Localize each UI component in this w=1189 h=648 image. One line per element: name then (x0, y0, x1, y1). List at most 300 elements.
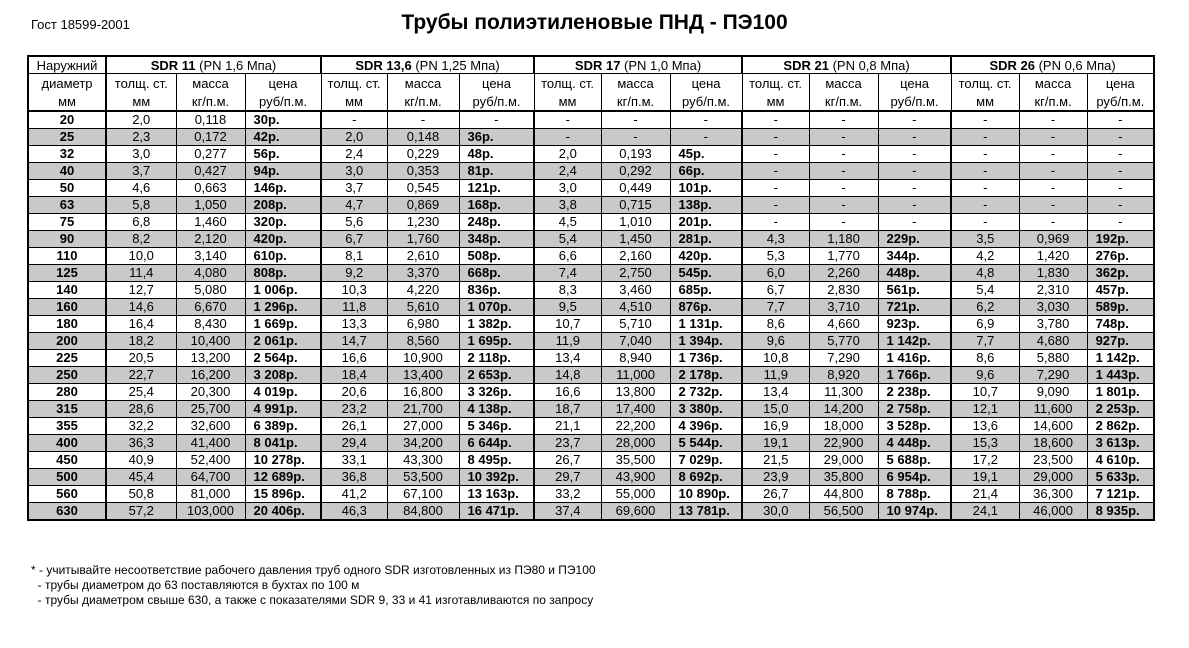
price-cell: 30р. (245, 111, 321, 129)
price-cell: 15 896р. (245, 486, 321, 503)
wall-thickness-cell: - (951, 129, 1019, 146)
mass-cell: 0,427 (176, 163, 245, 180)
wall-thickness-cell: 5,4 (534, 231, 601, 248)
price-cell: 3 208р. (245, 367, 321, 384)
wall-thickness-cell: 5,6 (321, 214, 387, 231)
mass-cell: 0,229 (387, 146, 459, 163)
price-cell: - (670, 111, 742, 129)
price-cell: - (670, 129, 742, 146)
wall-thickness-cell: 13,4 (534, 350, 601, 367)
diameter-cell: 32 (28, 146, 106, 163)
table-row (28, 418, 1154, 435)
price-cell: 16 471р. (459, 503, 534, 521)
mass-cell: - (809, 197, 878, 214)
price-cell: 4 610р. (1087, 452, 1154, 469)
mass-cell: - (1019, 214, 1087, 231)
price-cell: 10 278р. (245, 452, 321, 469)
wall-thickness-cell: 2,4 (321, 146, 387, 163)
mass-cell: 22,200 (601, 418, 670, 435)
mass-cell: 2,830 (809, 282, 878, 299)
price-cell: 2 564р. (245, 350, 321, 367)
wall-thickness-cell: - (951, 197, 1019, 214)
mass-cell: 4,080 (176, 265, 245, 282)
wall-thickness-cell: 13,3 (321, 316, 387, 333)
wall-thickness-cell: 36,3 (106, 435, 176, 452)
mass-cell: 5,770 (809, 333, 878, 350)
price-cell: 2 758р. (878, 401, 951, 418)
wall-thickness-cell: 10,8 (742, 350, 809, 367)
wall-thickness-cell: 23,9 (742, 469, 809, 486)
mass-cell: 53,500 (387, 469, 459, 486)
wall-thickness-cell: 22,7 (106, 367, 176, 384)
mass-cell: 5,080 (176, 282, 245, 299)
column-subheader: масса (176, 74, 245, 93)
mass-cell: 0,969 (1019, 231, 1087, 248)
price-cell: 1 695р. (459, 333, 534, 350)
wall-thickness-cell: 2,0 (534, 146, 601, 163)
diameter-cell: 500 (28, 469, 106, 486)
mass-cell: 44,800 (809, 486, 878, 503)
mass-cell: - (809, 146, 878, 163)
wall-thickness-cell: 15,3 (951, 435, 1019, 452)
wall-thickness-cell: 8,1 (321, 248, 387, 265)
price-cell: 1 070р. (459, 299, 534, 316)
wall-thickness-cell: 4,5 (534, 214, 601, 231)
diameter-cell: 25 (28, 129, 106, 146)
mass-cell: 29,000 (809, 452, 878, 469)
column-subheader: мм (106, 92, 176, 111)
column-subheader: кг/п.м. (1019, 92, 1087, 111)
mass-cell: 6,980 (387, 316, 459, 333)
mass-cell: 5,880 (1019, 350, 1087, 367)
column-subheader: цена (670, 74, 742, 93)
price-cell: 6 954р. (878, 469, 951, 486)
mass-cell: 3,460 (601, 282, 670, 299)
mass-cell: 32,600 (176, 418, 245, 435)
mass-cell: 22,900 (809, 435, 878, 452)
column-subheader: мм (534, 92, 601, 111)
price-cell: - (1087, 129, 1154, 146)
column-subheader: цена (1087, 74, 1154, 93)
price-cell: 6 389р. (245, 418, 321, 435)
wall-thickness-cell: 25,4 (106, 384, 176, 401)
wall-thickness-cell: 9,6 (951, 367, 1019, 384)
price-cell: - (1087, 111, 1154, 129)
wall-thickness-cell: - (534, 129, 601, 146)
note-line: - трубы диаметром свыше 630, а также с показателями SDR 9, 33 и 41 изготавливаются по запросу (31, 593, 594, 607)
mass-cell: 1,830 (1019, 265, 1087, 282)
wall-thickness-cell: 4,7 (321, 197, 387, 214)
mass-cell: 3,030 (1019, 299, 1087, 316)
diameter-cell: 75 (28, 214, 106, 231)
mass-cell: 10,400 (176, 333, 245, 350)
wall-thickness-cell: 19,1 (742, 435, 809, 452)
price-cell: 2 653р. (459, 367, 534, 384)
wall-thickness-cell: 2,4 (534, 163, 601, 180)
wall-thickness-cell: 6,7 (742, 282, 809, 299)
column-subheader: толщ. ст. (742, 74, 809, 93)
table-row (28, 486, 1154, 503)
mass-cell: 14,200 (809, 401, 878, 418)
mass-cell: 1,450 (601, 231, 670, 248)
mass-cell: 69,600 (601, 503, 670, 521)
wall-thickness-cell: 8,2 (106, 231, 176, 248)
mass-cell: 2,750 (601, 265, 670, 282)
price-cell: 2 118р. (459, 350, 534, 367)
wall-thickness-cell: 8,6 (742, 316, 809, 333)
price-cell: 561р. (878, 282, 951, 299)
wall-thickness-cell: - (951, 146, 1019, 163)
mass-cell: 1,010 (601, 214, 670, 231)
price-cell: 1 142р. (1087, 350, 1154, 367)
mass-cell: 36,300 (1019, 486, 1087, 503)
sdr-name: SDR 13,6 (355, 57, 412, 73)
price-cell: 5 346р. (459, 418, 534, 435)
price-cell: 3 613р. (1087, 435, 1154, 452)
wall-thickness-cell: 6,2 (951, 299, 1019, 316)
mass-cell: 21,700 (387, 401, 459, 418)
mass-cell: - (809, 129, 878, 146)
mass-cell: 52,400 (176, 452, 245, 469)
price-cell: 208р. (245, 197, 321, 214)
price-cell: - (1087, 197, 1154, 214)
wall-thickness-cell: 41,2 (321, 486, 387, 503)
mass-cell: 4,660 (809, 316, 878, 333)
wall-thickness-cell: 16,9 (742, 418, 809, 435)
price-cell: 81р. (459, 163, 534, 180)
wall-thickness-cell: - (951, 214, 1019, 231)
price-cell: 610р. (245, 248, 321, 265)
price-cell: 1 296р. (245, 299, 321, 316)
price-cell: 4 991р. (245, 401, 321, 418)
mass-cell: - (601, 129, 670, 146)
mass-cell: 0,715 (601, 197, 670, 214)
mass-cell: 23,500 (1019, 452, 1087, 469)
diameter-cell: 200 (28, 333, 106, 350)
wall-thickness-cell: 21,5 (742, 452, 809, 469)
notes (31, 563, 596, 608)
mass-cell: 0,118 (176, 111, 245, 129)
price-cell: 8 935р. (1087, 503, 1154, 521)
mass-cell: 17,400 (601, 401, 670, 418)
price-cell: 2 253р. (1087, 401, 1154, 418)
price-cell: 20 406р. (245, 503, 321, 521)
wall-thickness-cell: 19,1 (951, 469, 1019, 486)
mass-cell: - (809, 214, 878, 231)
wall-thickness-cell: - (321, 111, 387, 129)
wall-thickness-cell: 21,4 (951, 486, 1019, 503)
mass-cell: - (601, 111, 670, 129)
price-cell: 545р. (670, 265, 742, 282)
table-row (28, 299, 1154, 316)
price-cell: 1 766р. (878, 367, 951, 384)
price-cell: 1 801р. (1087, 384, 1154, 401)
mass-cell: 84,800 (387, 503, 459, 521)
wall-thickness-cell: 32,2 (106, 418, 176, 435)
wall-thickness-cell: 18,4 (321, 367, 387, 384)
diameter-cell: 355 (28, 418, 106, 435)
mass-cell: 1,420 (1019, 248, 1087, 265)
wall-thickness-cell: 3,7 (106, 163, 176, 180)
diameter-cell: 560 (28, 486, 106, 503)
mass-cell: 0,172 (176, 129, 245, 146)
mass-cell: 8,940 (601, 350, 670, 367)
column-subheader: толщ. ст. (106, 74, 176, 93)
price-cell: - (459, 111, 534, 129)
mass-cell: 1,760 (387, 231, 459, 248)
diameter-cell: 90 (28, 231, 106, 248)
price-cell: 344р. (878, 248, 951, 265)
price-cell: 10 392р. (459, 469, 534, 486)
price-cell: 836р. (459, 282, 534, 299)
wall-thickness-cell: 12,7 (106, 282, 176, 299)
price-cell: - (878, 180, 951, 197)
price-cell: 168р. (459, 197, 534, 214)
price-cell: 1 382р. (459, 316, 534, 333)
wall-thickness-cell: 7,7 (951, 333, 1019, 350)
pn-rating: (PN 1,6 Мпа) (195, 57, 277, 73)
price-cell: 1 006р. (245, 282, 321, 299)
price-cell: 192р. (1087, 231, 1154, 248)
column-subheader: масса (387, 74, 459, 93)
price-cell: 2 238р. (878, 384, 951, 401)
wall-thickness-cell: 9,5 (534, 299, 601, 316)
column-subheader: масса (1019, 74, 1087, 93)
wall-thickness-cell: - (742, 163, 809, 180)
wall-thickness-cell: 37,4 (534, 503, 601, 521)
mass-cell: 13,800 (601, 384, 670, 401)
diameter-cell: 250 (28, 367, 106, 384)
mass-cell: 10,900 (387, 350, 459, 367)
mass-cell: 7,290 (1019, 367, 1087, 384)
diameter-cell: 225 (28, 350, 106, 367)
mass-cell: 29,000 (1019, 469, 1087, 486)
mass-cell: 13,200 (176, 350, 245, 367)
wall-thickness-cell: 17,2 (951, 452, 1019, 469)
price-cell: 668р. (459, 265, 534, 282)
table-row (28, 384, 1154, 401)
price-cell: - (1087, 180, 1154, 197)
column-subheader: толщ. ст. (534, 74, 601, 93)
wall-thickness-cell: 11,8 (321, 299, 387, 316)
wall-thickness-cell: 57,2 (106, 503, 176, 521)
wall-thickness-cell: 5,8 (106, 197, 176, 214)
table-row (28, 180, 1154, 197)
diameter-cell: 450 (28, 452, 106, 469)
wall-thickness-cell: 11,9 (742, 367, 809, 384)
price-cell: 448р. (878, 265, 951, 282)
price-cell: - (878, 214, 951, 231)
price-cell: 1 443р. (1087, 367, 1154, 384)
wall-thickness-cell: 36,8 (321, 469, 387, 486)
price-cell: - (878, 197, 951, 214)
column-subheader: толщ. ст. (951, 74, 1019, 93)
price-cell: 42р. (245, 129, 321, 146)
price-cell: 362р. (1087, 265, 1154, 282)
wall-thickness-cell: 6,9 (951, 316, 1019, 333)
price-cell: 508р. (459, 248, 534, 265)
wall-thickness-cell: 33,2 (534, 486, 601, 503)
price-cell: 2 178р. (670, 367, 742, 384)
price-cell: - (878, 146, 951, 163)
diameter-header: мм (28, 92, 106, 111)
mass-cell: 41,400 (176, 435, 245, 452)
price-cell: 6 644р. (459, 435, 534, 452)
mass-cell: 3,140 (176, 248, 245, 265)
wall-thickness-cell: 10,3 (321, 282, 387, 299)
price-cell: 4 448р. (878, 435, 951, 452)
price-cell: 7 121р. (1087, 486, 1154, 503)
diameter-cell: 63 (28, 197, 106, 214)
column-subheader: руб/п.м. (245, 92, 321, 111)
price-cell: 281р. (670, 231, 742, 248)
column-subheader: кг/п.м. (387, 92, 459, 111)
wall-thickness-cell: 5,4 (951, 282, 1019, 299)
wall-thickness-cell: 14,8 (534, 367, 601, 384)
wall-thickness-cell: 12,1 (951, 401, 1019, 418)
price-cell: 7 029р. (670, 452, 742, 469)
mass-cell: 67,100 (387, 486, 459, 503)
price-cell: 94р. (245, 163, 321, 180)
mass-cell: 16,200 (176, 367, 245, 384)
mass-cell: 20,300 (176, 384, 245, 401)
mass-cell: 81,000 (176, 486, 245, 503)
price-cell: - (1087, 146, 1154, 163)
mass-cell: 34,200 (387, 435, 459, 452)
table-row (28, 214, 1154, 231)
mass-cell: - (809, 180, 878, 197)
price-cell: - (878, 111, 951, 129)
mass-cell: 5,710 (601, 316, 670, 333)
mass-cell: 8,430 (176, 316, 245, 333)
wall-thickness-cell: 6,7 (321, 231, 387, 248)
wall-thickness-cell: 29,7 (534, 469, 601, 486)
price-cell: 927р. (1087, 333, 1154, 350)
price-cell: 45р. (670, 146, 742, 163)
mass-cell: 1,770 (809, 248, 878, 265)
wall-thickness-cell: 14,7 (321, 333, 387, 350)
wall-thickness-cell: 15,0 (742, 401, 809, 418)
sdr-name: SDR 21 (783, 57, 829, 73)
price-cell: 10 890р. (670, 486, 742, 503)
diameter-cell: 630 (28, 503, 106, 521)
price-cell: 1 416р. (878, 350, 951, 367)
price-cell: 5 544р. (670, 435, 742, 452)
price-cell: 56р. (245, 146, 321, 163)
sdr-name: SDR 26 (989, 57, 1035, 73)
wall-thickness-cell: 3,7 (321, 180, 387, 197)
wall-thickness-cell: - (951, 111, 1019, 129)
wall-thickness-cell: 21,1 (534, 418, 601, 435)
wall-thickness-cell: 7,7 (742, 299, 809, 316)
wall-thickness-cell: 10,7 (534, 316, 601, 333)
mass-cell: - (387, 111, 459, 129)
price-cell: 1 142р. (878, 333, 951, 350)
table-row (28, 163, 1154, 180)
mass-cell: 11,000 (601, 367, 670, 384)
price-cell: 808р. (245, 265, 321, 282)
sdr-group-header (321, 56, 534, 74)
wall-thickness-cell: 18,7 (534, 401, 601, 418)
wall-thickness-cell: 8,3 (534, 282, 601, 299)
wall-thickness-cell: 6,8 (106, 214, 176, 231)
mass-cell: 1,460 (176, 214, 245, 231)
diameter-cell: 110 (28, 248, 106, 265)
diameter-cell: 160 (28, 299, 106, 316)
mass-cell: 3,780 (1019, 316, 1087, 333)
mass-cell: 46,000 (1019, 503, 1087, 521)
mass-cell: 35,500 (601, 452, 670, 469)
mass-cell: 103,000 (176, 503, 245, 521)
price-cell: 48р. (459, 146, 534, 163)
mass-cell: 2,610 (387, 248, 459, 265)
mass-cell: 0,663 (176, 180, 245, 197)
price-cell: 721р. (878, 299, 951, 316)
mass-cell: 0,353 (387, 163, 459, 180)
wall-thickness-cell: 16,6 (321, 350, 387, 367)
wall-thickness-cell: 45,4 (106, 469, 176, 486)
price-cell: 36р. (459, 129, 534, 146)
table-row (28, 503, 1154, 521)
wall-thickness-cell: 13,4 (742, 384, 809, 401)
mass-cell: 3,710 (809, 299, 878, 316)
price-cell: 3 528р. (878, 418, 951, 435)
sdr-group-header (951, 56, 1154, 74)
diameter-cell: 180 (28, 316, 106, 333)
wall-thickness-cell: - (534, 111, 601, 129)
wall-thickness-cell: 14,6 (106, 299, 176, 316)
wall-thickness-cell: 9,2 (321, 265, 387, 282)
mass-cell: 56,500 (809, 503, 878, 521)
mass-cell: 0,545 (387, 180, 459, 197)
wall-thickness-cell: 4,3 (742, 231, 809, 248)
price-cell: 10 974р. (878, 503, 951, 521)
mass-cell: - (1019, 197, 1087, 214)
wall-thickness-cell: 29,4 (321, 435, 387, 452)
column-subheader: кг/п.м. (809, 92, 878, 111)
wall-thickness-cell: - (742, 214, 809, 231)
price-cell: 420р. (245, 231, 321, 248)
price-cell: 66р. (670, 163, 742, 180)
price-cell: 8 495р. (459, 452, 534, 469)
diameter-header: диаметр (28, 74, 106, 93)
column-subheader: кг/п.м. (601, 92, 670, 111)
wall-thickness-cell: 11,9 (534, 333, 601, 350)
mass-cell: 0,449 (601, 180, 670, 197)
mass-cell: 4,510 (601, 299, 670, 316)
mass-cell: 4,680 (1019, 333, 1087, 350)
price-cell: 1 736р. (670, 350, 742, 367)
price-cell: 5 633р. (1087, 469, 1154, 486)
wall-thickness-cell: 3,5 (951, 231, 1019, 248)
price-cell: 4 396р. (670, 418, 742, 435)
sdr-name: SDR 11 (150, 57, 196, 73)
wall-thickness-cell: 20,6 (321, 384, 387, 401)
table-row (28, 197, 1154, 214)
mass-cell: 9,090 (1019, 384, 1087, 401)
column-subheader: толщ. ст. (321, 74, 387, 93)
mass-cell: 0,869 (387, 197, 459, 214)
mass-cell: - (809, 111, 878, 129)
wall-thickness-cell: - (742, 111, 809, 129)
price-cell: 923р. (878, 316, 951, 333)
mass-cell: 8,920 (809, 367, 878, 384)
price-cell: 201р. (670, 214, 742, 231)
price-cell: 2 732р. (670, 384, 742, 401)
mass-cell: 16,800 (387, 384, 459, 401)
table-row (28, 316, 1154, 333)
wall-thickness-cell: 3,0 (106, 146, 176, 163)
